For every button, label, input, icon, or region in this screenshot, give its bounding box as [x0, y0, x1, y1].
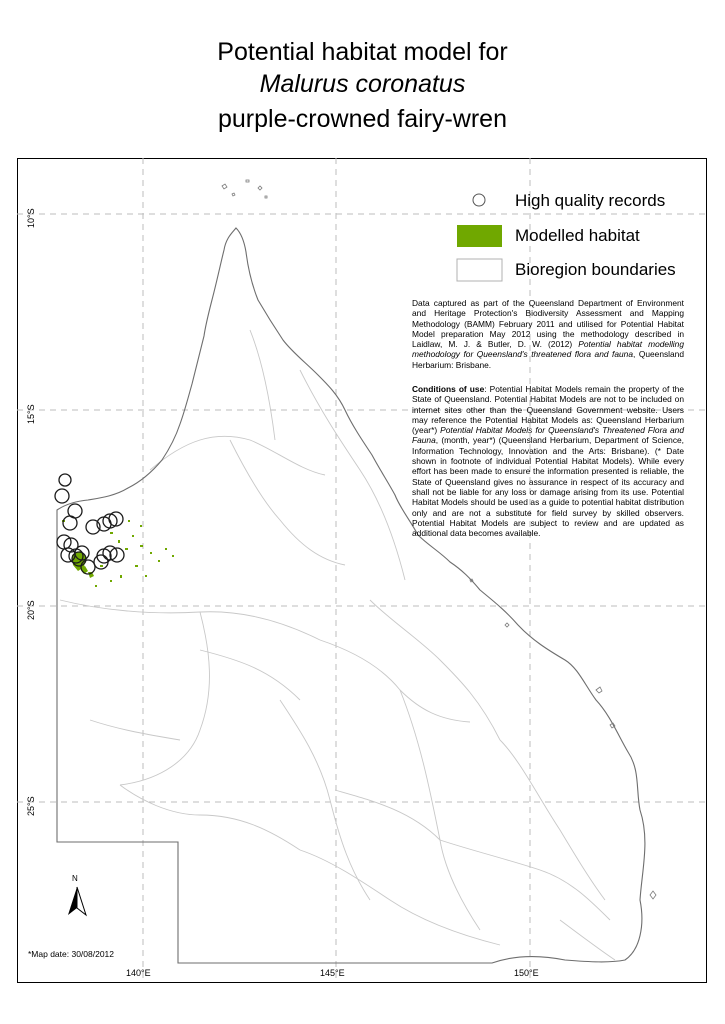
lon-label-145e: 145°E: [320, 968, 345, 978]
legend-records-label: High quality records: [515, 191, 666, 210]
lat-label-10s: 10°S: [26, 208, 36, 228]
legend-habitat-swatch: [457, 225, 502, 247]
lon-label-150e: 150°E: [514, 968, 539, 978]
map-title-species: Malurus coronatus: [259, 70, 466, 98]
map-title-line1: Potential habitat model for: [217, 38, 508, 66]
north-label: N: [72, 874, 78, 883]
record-point: [63, 516, 77, 530]
map-title-common-name: purple-crowned fairy-wren: [217, 105, 507, 133]
lat-label-20s: 20°S: [26, 600, 36, 620]
record-point: [59, 474, 71, 486]
high-quality-records: [55, 474, 124, 574]
legend-record-symbol: [473, 194, 485, 206]
lon-label-140e: 140°E: [126, 968, 151, 978]
north-arrow-icon: [68, 887, 86, 915]
lat-label-25s: 25°S: [26, 796, 36, 816]
legend-habitat-label: Modelled habitat: [515, 226, 640, 245]
legend-boundary-swatch: [457, 259, 502, 281]
data-source-note: Data captured as part of the Queensland Department of Environment and Heritage Protection's Biodiversity Assessment and Mapping Methodology (BAMM) February 2011 and utilised for Potential Habitat Model preparation May 2012 using the methodology described in Laidlaw, M. J. & Butler, D. W. (2012) Potential habitat modelling methodology for Queensland's threatened flora and fauna, Queensland Herbarium: Brisbane.: [412, 298, 684, 370]
legend-boundaries-label: Bioregion boundaries: [515, 260, 676, 279]
lat-label-15s: 15°S: [26, 404, 36, 424]
map-date: *Map date: 30/08/2012: [28, 949, 115, 959]
graticule: [17, 158, 707, 983]
record-point: [55, 489, 69, 503]
conditions-of-use-note: Conditions of use: Potential Habitat Models remain the property of the State of Queensland. Potential Habitat Models are not to be included on internet sites other than the Queensland Government website. Users may reference the Potential Habitat Models as: Queensland Herbarium (year*) Potential Habitat Models for Queensland's Threatened Flora and Fauna, (month, year*) (Queensland Herbarium, Department of Science, Information Technology, Innovation and the Arts: Brisbane). (* Date shown in footnote of individual Potential Habitat Models). While every effort has been made to ensure the information presented is reliable, the State of Queensland gives no assurance in respect of its accuracy and shall not be liable for any loss or damage arising from its use. Potential Habitat Models should be used as a guide to potential habitat distribution only and are not a substitute for field survey by skilled observers. Potential Habitat Models are subject to review and are updated as additional data becomes available.: [412, 384, 684, 539]
modelled-habitat: [62, 520, 174, 587]
islands: [222, 180, 656, 899]
